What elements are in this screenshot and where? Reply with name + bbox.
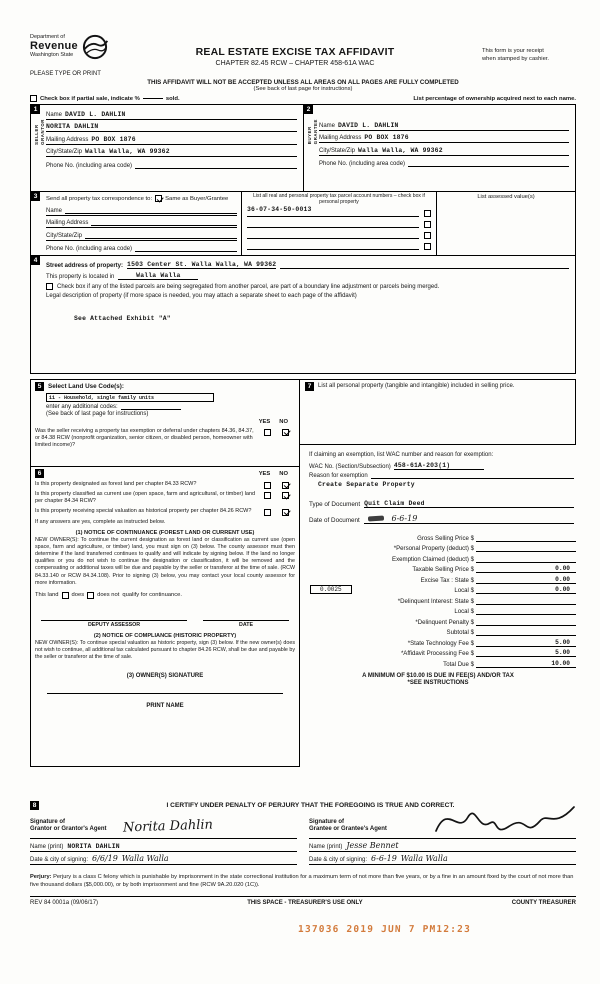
forest-yes-checkbox[interactable] <box>264 482 271 489</box>
parcel-number-field-2[interactable] <box>247 227 419 228</box>
deferral-question: Was the seller receiving a property tax exemption or deferral under chapters 84.36, 84.37, or 84.38 RCW (nonprofit organization, senior citizen, or disabled person, homeowner with limited income)? <box>35 427 254 448</box>
notice2-title: (2) NOTICE OF COMPLIANCE (HISTORIC PROPERTY) <box>93 632 237 639</box>
correspondence-mailing-field[interactable] <box>91 225 237 226</box>
reason-value[interactable]: Create Separate Property <box>318 481 415 488</box>
exemption-intro: If claiming an exemption, list WAC number and reason for exemption: <box>309 452 494 458</box>
segregated-checkbox[interactable] <box>46 283 53 290</box>
parcel-number-field-4[interactable] <box>247 249 419 250</box>
affidavit-processing-fee-field[interactable]: 5.00 <box>476 649 576 657</box>
current-use-yes-checkbox[interactable] <box>264 492 271 499</box>
perjury-notice: Perjury: Perjury is a class C felony which is punishable by imprisonment in the state correctional institution for a maximum term of not more than five years, or by a fine in an amount fixed by the court of not more than five thousand dollars ($5,000.00), or by both imprisonment and fine (RCW 9A.20.020 (1C)). <box>30 874 574 888</box>
deferral-no-checkbox[interactable] <box>282 429 289 436</box>
notice1-body: NEW OWNER(S): To continue the current designation as forest land or classification as current use (open space, farm and agriculture, or timber) land, you must sign on (3) below. The county assessor must then determine if the land transferred continues to qualify and will indicate by signing below. If the land no longer qualifies or you do not wish to continue the designation or classification, it will be removed and the compensating or additional taxes will be due and payable by the seller or transferor at the time of sale. (RCW 84.33.140 or RCW 84.34.108). Prior to signing (3) below, you may contact your local county assessor for more information. <box>35 536 295 586</box>
form-number: REV 84 0001a (09/06/17) <box>30 900 99 907</box>
form-footer <box>30 896 576 906</box>
owners-signature-line[interactable] <box>47 693 283 694</box>
section3-number: 3 <box>31 192 40 201</box>
additional-codes-field[interactable] <box>121 409 181 410</box>
certification-section <box>30 801 576 865</box>
receipt-note: This form is your receipt when stamped by cashier. <box>482 48 550 62</box>
tax-computation: Gross Selling Price $ *Personal Property (deduct) $ Exemption Claimed (deduct) $ Taxable Selling Price $ 0.00 Excise Tax : State $ 0.00 0.0025 Local $ 0.00 *Delinquent Interest: State $ Local $ *Delinquent Penalty $ Subtotal $ *State Technology Fee $ 5.00 *Affidavit Processing Fee $ 5.00 Total Due $ 10.00 <box>300 531 576 668</box>
located-in-label: This property is located in <box>46 274 115 280</box>
see-instructions-note: *SEE INSTRUCTIONS <box>407 679 469 686</box>
seller-mailing-value[interactable]: PO BOX 1876 <box>91 135 136 143</box>
section5-number: 5 <box>35 382 44 391</box>
document-date-value[interactable]: 6-6-19 <box>391 514 418 523</box>
send-correspondence-label: Send all property tax correspondence to: <box>46 195 153 202</box>
treasurer-space-label: THIS SPACE - TREASURER'S USE ONLY <box>247 900 363 907</box>
wac-label: WAC No. (Section/Subsection) <box>309 463 391 470</box>
segregated-label: Check box if any of the listed parcels are being segregated from another parcel, are part of a boundary line adjustment or parcels being merged. <box>57 283 440 290</box>
parcel-number-value[interactable]: 36-07-34-50-0013 <box>247 205 312 213</box>
seller-name-label: Name <box>46 111 63 118</box>
correspondence-phone-field[interactable] <box>135 251 237 252</box>
grantor-printed-name[interactable]: NORITA DAHLIN <box>67 843 120 850</box>
correspondence-name-field[interactable] <box>65 213 237 214</box>
delinquent-penalty-field[interactable] <box>476 625 576 626</box>
dept-of-text: Department of <box>30 34 65 40</box>
please-type-or-print: PLEASE TYPE OR PRINT <box>30 71 101 77</box>
warning-line: THIS AFFIDAVIT WILL NOT BE ACCEPTED UNLESS ALL AREAS ON ALL PAGES ARE FULLY COMPLETED <box>147 79 459 86</box>
this-land-label: This land <box>35 592 59 599</box>
buyer-phone-field[interactable] <box>408 166 569 167</box>
section7-number: 7 <box>305 382 314 391</box>
agency-block <box>30 34 108 65</box>
section4-number: 4 <box>31 256 40 265</box>
wac-number-value[interactable]: 458-61A-203(1) <box>394 462 484 470</box>
state-technology-fee-field[interactable]: 5.00 <box>476 639 576 647</box>
partial-sale-label: Check box if partial sale, indicate % <box>40 95 140 102</box>
buyer-section <box>303 105 575 191</box>
personal-property-checkbox-1[interactable] <box>424 210 431 217</box>
partial-sale-row <box>30 95 576 102</box>
revenue-wordmark: Revenue <box>30 40 78 52</box>
notice2-body: NEW OWNER(S): To continue special valuation as historic property, sign (3) below. If the new owner(s) does not wish to continue, all additional tax calculated pursuant to chapter 84.26 RCW, shall be due and payable by the seller or transferor at the time of sale. <box>35 639 295 661</box>
see-back-note-2: (See back of last page for instructions) <box>46 411 149 417</box>
seller-mailing-label: Mailing Address <box>46 136 89 143</box>
deputy-assessor-date-line[interactable] <box>203 613 289 621</box>
historic-yes-checkbox[interactable] <box>264 509 271 516</box>
assessed-values-header: List assessed value(s) <box>477 194 535 200</box>
document-block <box>300 488 576 524</box>
local-rate-box: 0.0025 <box>310 585 352 594</box>
located-in-value[interactable]: Walla Walla <box>118 272 198 280</box>
buyer-name-value[interactable]: DAVID L. DAHLIN <box>338 121 399 129</box>
taxable-selling-price-field[interactable]: 0.00 <box>476 565 576 573</box>
exemption-block <box>300 445 576 488</box>
reason-field[interactable] <box>371 478 574 479</box>
buyer-side-label: BUYER GRANTEE <box>306 119 318 145</box>
land-use-section: 5 Select Land Use Code(s): 11 - Household, single family units enter any additional codes: (See back of last page for instructions) YES NO Was the seller receiving a property tax exemption or deferral under chapters 84.36, 84.37, or 84.38 RCW (nonprofit organization, senior citizen, or disabled person, homeowner with limited income)? <box>30 379 300 467</box>
does-qualify-checkbox[interactable] <box>62 592 69 599</box>
affidavit-page <box>30 34 576 906</box>
seller-section-number: 1 <box>31 105 40 114</box>
grantee-signature-block: Signature of Grantee or Grantee's Agent Name (print) Jesse Bennet Date & city of signing: 6-6-19 Walla Walla <box>309 815 576 865</box>
seller-city-label: City/State/Zip <box>46 149 83 155</box>
cashier-stamp: 137036 2019 JUN 7 PM12:23 <box>297 924 472 935</box>
grantee-signing-date[interactable]: 6-6-19 <box>371 854 397 863</box>
current-use-no-checkbox[interactable] <box>282 492 289 499</box>
personal-property-label: List all personal property (tangible and intangible) included in selling price. <box>318 383 515 389</box>
type-of-document-label: Type of Document <box>309 501 361 508</box>
street-address-value[interactable]: 1503 Center St. Walla Walla, WA 99362 <box>127 261 277 268</box>
ownership-note: List percentage of ownership acquired next to each name. <box>413 95 576 102</box>
exemption-claimed-field[interactable] <box>476 562 576 563</box>
land-use-code-field[interactable] <box>46 393 214 402</box>
washington-state-text: Washington State <box>30 52 74 58</box>
reason-label: Reason for exemption <box>309 473 368 479</box>
buyer-section-number: 2 <box>304 105 313 114</box>
total-due-field[interactable]: 10.00 <box>476 660 576 668</box>
seller-name-value[interactable]: DAVID L. DAHLIN <box>65 110 126 118</box>
grantee-signature[interactable] <box>428 799 578 848</box>
buyer-mailing-value[interactable]: PO BOX 1876 <box>364 134 409 141</box>
same-as-buyer-label: Same as Buyer/Grantee <box>165 195 229 202</box>
owners-signature-heading: (3) OWNER(S) SIGNATURE <box>126 673 204 680</box>
same-as-buyer-checkbox[interactable] <box>155 195 162 202</box>
buyer-mailing-label: Mailing Address <box>319 135 362 141</box>
excise-tax-state-field[interactable]: 0.00 <box>476 576 576 584</box>
historic-question: Is this property receiving special valuation as historical property per chapter 84.26 RCW? <box>35 507 252 514</box>
personal-property-deduct-field[interactable] <box>476 551 576 552</box>
correspondence-city-field[interactable] <box>85 238 237 239</box>
parcel-number-field-3[interactable] <box>247 238 419 239</box>
grantor-signature[interactable]: Norita Dahlin <box>122 816 213 836</box>
sold-label: sold. <box>165 95 180 102</box>
subtotal-field[interactable] <box>476 635 576 636</box>
buyer-phone-label: Phone No. (including area code) <box>319 161 406 167</box>
form-title: REAL ESTATE EXCISE TAX AFFIDAVIT <box>195 46 395 58</box>
additional-codes-label: enter any additional codes: <box>46 404 118 410</box>
if-yes-note: If any answers are yes, complete as instructed below. <box>35 518 166 525</box>
excise-tax-local-field[interactable]: 0.00 <box>476 586 576 594</box>
exhibit-note: See Attached Exhibit "A" <box>74 315 171 322</box>
property-address-section <box>30 256 576 374</box>
buyer-name-label: Name <box>319 122 336 129</box>
seller-phone-label: Phone No. (including area code) <box>46 162 133 169</box>
personal-property-checkbox-3[interactable] <box>424 232 431 239</box>
partial-sale-checkbox[interactable] <box>30 95 37 102</box>
deputy-assessor-signature-line[interactable] <box>41 613 187 621</box>
land-use-label: Select Land Use Code(s): <box>48 383 124 390</box>
section8-number: 8 <box>30 801 39 810</box>
grantee-printed-name[interactable]: Jesse Bennet <box>346 841 399 850</box>
scribble-mark <box>368 515 384 521</box>
seller-section <box>31 105 303 191</box>
dor-logo-icon <box>82 34 108 65</box>
street-address-label: Street address of property: <box>46 263 124 269</box>
forest-no-checkbox[interactable] <box>282 482 289 489</box>
seller-phone-field[interactable] <box>135 168 297 169</box>
delinquent-interest-local-field[interactable] <box>476 614 576 615</box>
form-header <box>30 34 576 77</box>
personal-property-checkbox-2[interactable] <box>424 221 431 228</box>
county-treasurer-label: COUNTY TREASURER <box>511 900 576 907</box>
seller-city-value[interactable]: Walla Walla, WA 99362 <box>85 148 170 155</box>
forest-land-question: Is this property designated as forest land per chapter 84.33 RCW? <box>35 480 197 487</box>
date-of-document-label: Date of Document <box>309 517 360 524</box>
parties-row <box>30 104 576 192</box>
tax-correspondence-section: 3 Send all property tax correspondence to: Same as Buyer/Grantee Name Mailing Address City/State/Zip Phone No. (including area code) List all real and personal property tax parcel account numbers – check box if personal property 36-07-34-50-0013 List assessed value(s) <box>30 192 576 256</box>
chapter-line: CHAPTER 82.45 RCW – CHAPTER 458-61A WAC <box>215 60 375 67</box>
grantor-signing-date[interactable]: 6/6/19 <box>92 854 118 863</box>
parcel-numbers-header: List all real and personal property tax parcel account numbers – check box if personal property <box>253 193 425 206</box>
see-back-note: (See back of last page for instructions) <box>253 86 353 92</box>
historic-no-checkbox[interactable] <box>282 509 289 516</box>
minimum-due-note: A MINIMUM OF $10.00 IS DUE IN FEE(S) AND/OR TAX <box>362 672 514 679</box>
current-use-question: Is this property classified as current use (open space, farm and agricultural, or timber) land per chapter 84.34 RCW? <box>35 491 256 505</box>
grantee-signing-city[interactable]: Walla Walla <box>400 854 448 863</box>
notice1-title: (1) NOTICE OF CONTINUANCE (FOREST LAND OR CURRENT USE) <box>75 529 255 536</box>
seller-name2-value[interactable]: NORITA DAHLIN <box>46 123 99 130</box>
partial-sale-percent-field[interactable] <box>143 98 163 99</box>
grantor-signing-city[interactable]: Walla Walla <box>121 854 169 863</box>
deferral-yes-checkbox[interactable] <box>264 429 271 436</box>
certify-statement: I CERTIFY UNDER PENALTY OF PERJURY THAT THE FOREGOING IS TRUE AND CORRECT. <box>166 802 455 809</box>
does-not-qualify-checkbox[interactable] <box>87 592 94 599</box>
personal-property-checkbox-4[interactable] <box>424 243 431 250</box>
personal-property-section <box>300 379 576 445</box>
land-use-code-value: 11 - Household, single family units <box>49 394 155 401</box>
legal-description-label: Legal description of property (if more space is needed, you may attach a separate sheet to each page of the affidavit) <box>46 293 357 299</box>
print-name-heading: PRINT NAME <box>146 703 184 710</box>
seller-side-label: SELLER GRANTOR <box>33 119 45 145</box>
grantor-signature-block: Signature of Grantor or Grantor's Agent Norita Dahlin Name (print) NORITA DAHLIN Date & city of signing: 6/6/19 Walla Walla <box>30 815 297 865</box>
continuance-section: 6 YES NO Is this property designated as forest land per chapter 84.33 RCW? Is this property classified as current use (open space, farm and agricultural, or timber) land per chapter 84.34 RCW? Is this property receiving special valuation as historical property per chapter 84.26 RCW? If any answers are yes, complete as instructed below. (1) NOTICE OF CONTINUANCE (FOREST LAND OR CURRENT USE) NEW OWNER(S): To continue the current designation as forest land or classification as current use (open space, farm and agriculture, or timber) land, you must sign on (3) below. The county assessor must then determine if the land transferred continues to qualify and will indicate by signing below. If the land no longer qualifies or you do not wish to continue the designation or classification, it will be removed and the compensating or additional taxes will be due and payable by the seller or transferor at the time of sale. (RCW 84.33.140 or RCW 84.34.108). Prior to signing (3) below, you may contact your local county assessor for more information. This land does does not qualify for continuance. DEPUTY ASSESSOR DATE (2) NOTICE OF COMPLIANCE (HISTORIC PROPERTY) NEW OWNER(S): To continue special valuation as historic property, sign (3) below. If the new owner(s) does not wish to continue, all additional tax calculated pursuant to chapter 84.26 RCW, shall be due and payable by the seller or transferor at the time of sale. (3) OWNER(S) SIGNATURE PRINT NAME <box>30 467 300 767</box>
buyer-city-label: City/State/Zip <box>319 147 356 154</box>
section6-number: 6 <box>35 469 44 478</box>
gross-selling-price-field[interactable] <box>476 541 576 542</box>
buyer-city-value[interactable]: Walla Walla, WA 99362 <box>358 146 443 154</box>
document-type-value[interactable]: Quit Claim Deed <box>364 500 425 507</box>
delinquent-interest-state-field[interactable] <box>476 604 576 605</box>
